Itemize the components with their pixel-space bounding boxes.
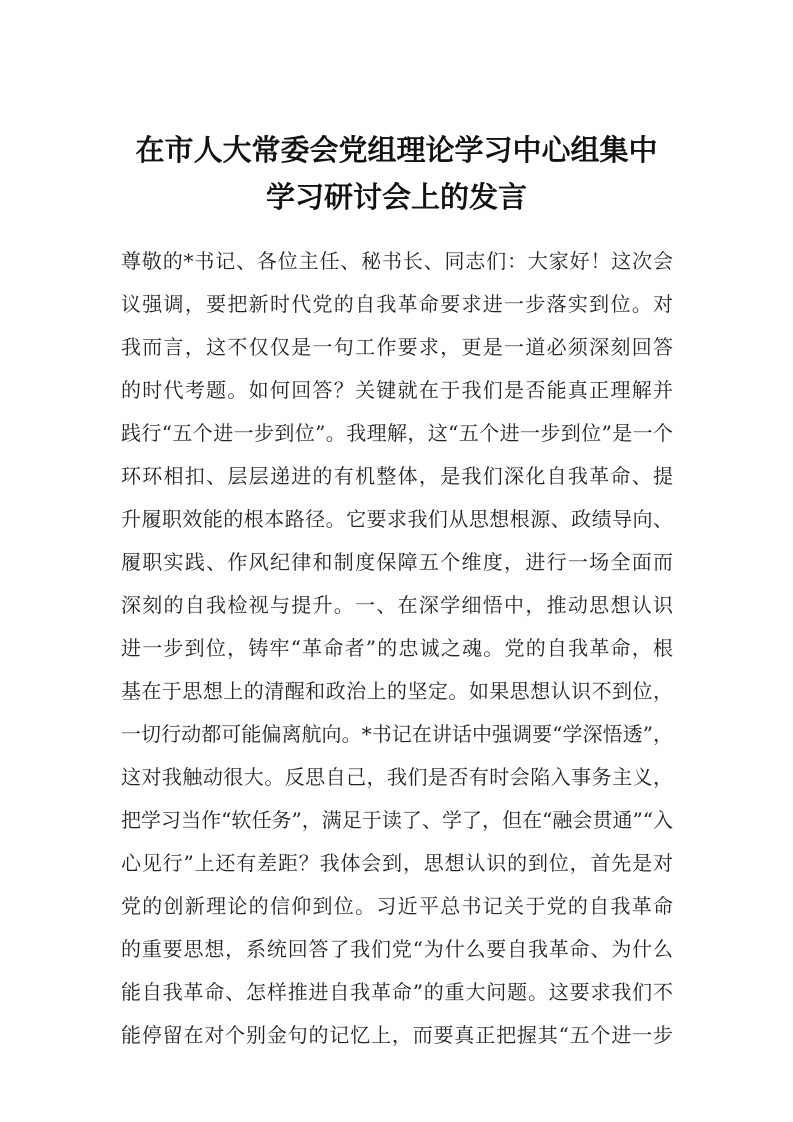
body-line: 尊敬的*书记、各位主任、秘书长、同志们：大家好！这次会 [121,249,673,273]
body-line: 进一步到位，铸牢“革命者”的忠诚之魂。党的自我革命，根 [121,636,673,660]
body-line: 把学习当作“软任务”，满足于读了、学了，但在“融会贯通”“入 [121,808,673,832]
body-line: 履职实践、作风纪律和制度保障五个维度，进行一场全面而 [121,550,673,574]
body-line: 这对我触动很大。反思自己，我们是否有时会陷入事务主义， [121,765,673,789]
body-line: 深刻的自我检视与提升。一、在深学细悟中，推动思想认识 [121,593,673,617]
body-line: 能停留在对个别金句的记忆上，而要真正把握其“五个进一步 [121,1023,673,1047]
body-line: 我而言，这不仅仅是一句工作要求，更是一道必须深刻回答 [121,335,673,359]
document-title-line-2: 学习研讨会上的发言 [265,180,527,214]
body-line: 议强调，要把新时代党的自我革命要求进一步落实到位。对 [121,292,673,316]
body-line: 心见行”上还有差距？我体会到，思想认识的到位，首先是对 [121,851,673,875]
body-line: 的时代考题。如何回答？关键就在于我们是否能真正理解并 [121,378,673,402]
body-line: 升履职效能的根本路径。它要求我们从思想根源、政绩导向、 [121,507,673,531]
body-line: 环环相扣、层层递进的有机整体，是我们深化自我革命、提 [121,464,673,488]
document-title-line-1: 在市人大常委会党组理论学习中心组集中 [135,133,658,167]
body-line: 党的创新理论的信仰到位。习近平总书记关于党的自我革命 [121,894,673,918]
body-line: 践行“五个进一步到位”。我理解，这“五个进一步到位”是一个 [121,421,673,445]
body-line: 的重要思想，系统回答了我们党“为什么要自我革命、为什么 [121,937,673,961]
body-line: 基在于思想上的清醒和政治上的坚定。如果思想认识不到位， [121,679,673,703]
body-line: 一切行动都可能偏离航向。*书记在讲话中强调要“学深悟透”， [121,722,673,746]
body-line: 能自我革命、怎样推进自我革命”的重大问题。这要求我们不 [121,980,673,1004]
